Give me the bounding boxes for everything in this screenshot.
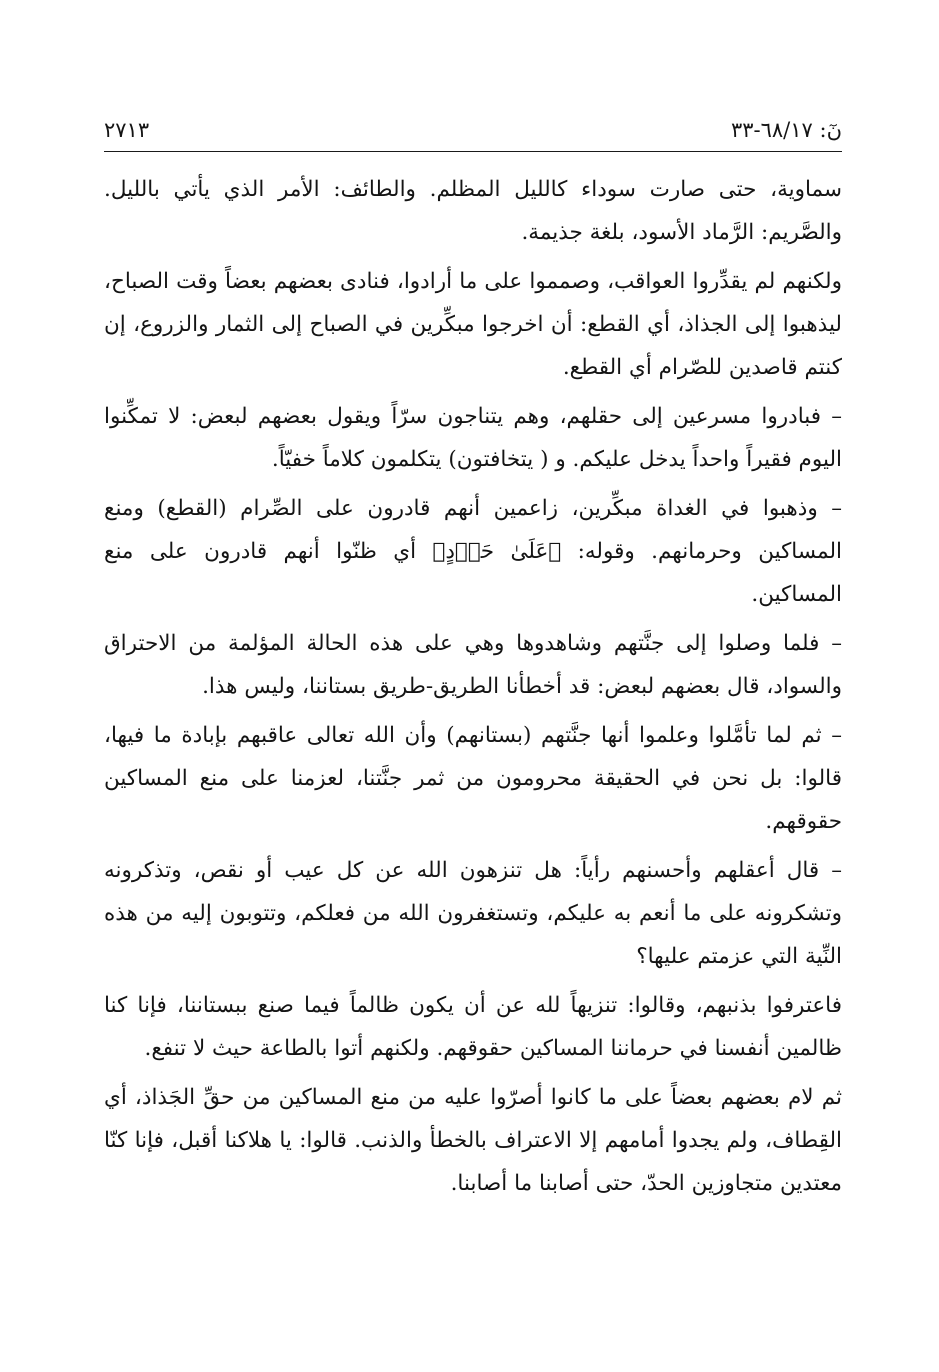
paragraph: – فلما وصلوا إلى جنَّتهم وشاهدوها وهي على هذه الحالة المؤلمة من الاحتراق والسواد، قال بعضهم لبعض: قد أخطأنا الطريق-طريق بستاننا، وليس هذا. (104, 631, 842, 699)
paragraph: – قال أعقلهم وأحسنهم رأياً: هل تنزهون الله عن كل عيب أو نقص، وتذكرونه وتشكرونه على ما أنعم به عليكم، وتستغفرون الله من فعلكم، وتتوبون إليه من هذه النِّية التي عزمتم عليها؟ (104, 858, 842, 969)
paragraph: – ثم لما تأمَّلوا وعلموا أنها جنَّتهم (بستانهم) وأن الله تعالى عاقبهم بإبادة ما فيها، قالوا: بل نحن في الحقيقة محرومون من ثمر جنَّتنا، لعزمنا على منع المساكين حقوقهم. (104, 723, 842, 834)
paragraph: – فبادروا مسرعين إلى حقلهم، وهم يتناجون سرّاً ويقول بعضهم لبعض: لا تمكِّنوا اليوم فقيراً واحداً يدخل عليكم. و ( يتخافتون) يتكلمون كلاماً خفيّاً. (104, 404, 842, 472)
paragraph: فاعترفوا بذنبهم، وقالوا: تنزيهاً لله عن أن يكون ظالماً فيما صنع ببستاننا، فإنا كنا ظالمين أنفسنا في حرماننا المساكين حقوقهم. ولكنهم أتوا بالطاعة حيث لا تنفع. (104, 993, 842, 1061)
paragraph: ولكنهم لم يقدِّروا العواقب، وصمموا على ما أرادوا، فنادى بعضهم بعضاً وقت الصباح، ليذهبوا إلى الجذاذ، أي القطع: أن اخرجوا مبكِّرين في الصباح إلى الثمار والزروع، إن كنتم قاصدين للصّرام أي القطع. (104, 269, 842, 380)
paragraph: سماوية، حتى صارت سوداء كالليل المظلم. والطائف: الأمر الذي يأتي بالليل. والصَّريم: الرَّماد الأسود، بلغة جذيمة. (104, 177, 842, 245)
surah-verse-reference: نٓ: ٦٨/١٧-٣٣ (730, 118, 842, 142)
header-divider (104, 151, 842, 152)
page-number: ٢٧١٣ (104, 118, 150, 142)
paragraph: – وذهبوا في الغداة مبكِّرين، زاعمين أنهم قادرون على الصِّرام (القطع) ومنع المساكين وحرمانهم. وقوله: ﴿عَلَىٰ حَرۡدٍ﴾ أي ظنّوا أنهم قادرون على منع المساكين. (104, 496, 842, 607)
paragraph: ثم لام بعضهم بعضاً على ما كانوا أصرّوا عليه من منع المساكين من حقِّ الجَذاذ، أي القِطاف، ولم يجدوا أمامهم إلا الاعتراف بالخطأ والذنب. قالوا: يا هلاكنا أقبل، فإنا كنّا معتدين متجاوزين الحدّ، حتى أصابنا ما أصابنا. (104, 1085, 842, 1196)
tafsir-body (104, 168, 842, 1211)
page-header (104, 112, 842, 148)
